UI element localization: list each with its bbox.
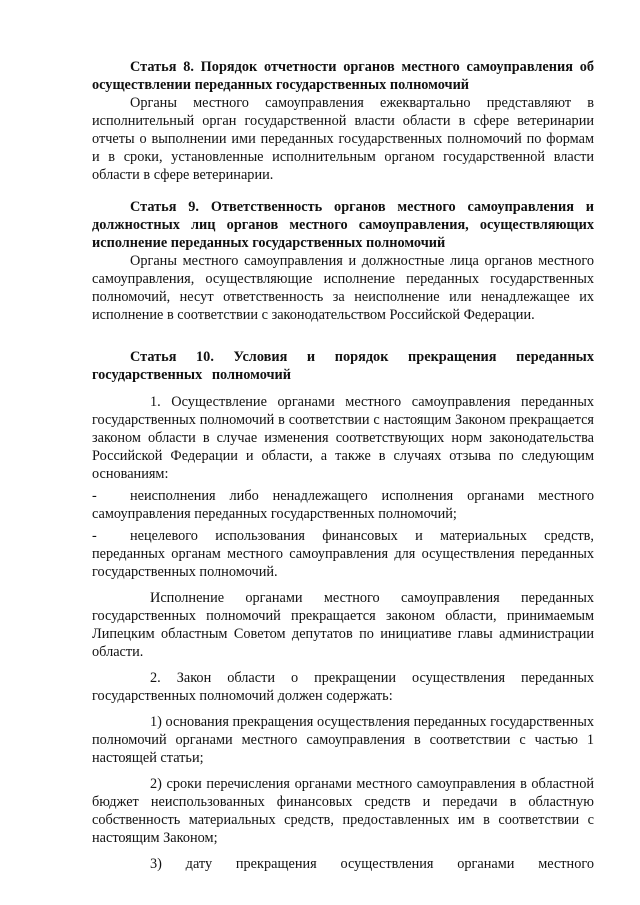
article-8-title: Статья 8. Порядок отчетности органов местного самоуправления об осуществлении переданных государственных полномочий [92, 59, 594, 93]
document-body [92, 58, 594, 873]
bullet-text: нецелевого использования финансовых и материальных средств, переданных органам местного самоуправления для осуществления переданных государственных полномочий. [92, 528, 594, 580]
article-8-text: Органы местного самоуправления ежеквартально представляют в исполнительный орган государственной власти области в сфере ветеринарии отчеты о выполнении ими переданных государственных полномочий по формам и в сроки, установленные исполнительным органом государственной власти области в сфере ветеринарии. [92, 95, 594, 183]
article-9-title-text: . Ответственность органов местного самоуправления и должностных лиц органов местного самоуправления, осуществляющих исполнение переданных государственных полномочий [92, 199, 594, 251]
article-10-item-3: 3) дату прекращения осуществления органами местного [150, 856, 594, 872]
article-10-item-2: 2) сроки перечисления органами местного самоуправления в областной бюджет неиспользованных финансовых средств и передачи в областную собственность материальных средств, предоставленных им в соответствии с настоящим Законом; [92, 776, 594, 846]
article-9-text: Органы местного самоуправления и должностные лица органов местного самоуправления, осуществляющие исполнение переданных государственных полномочий, несут ответственность за неисполнение или ненадлежащее их исполнение в соответствии с законодательством Российской Федерации. [92, 253, 594, 323]
article-9-number: Статья 9 [130, 199, 196, 215]
article-10-item-1: 1) основания прекращения осуществления переданных государственных полномочий органами местного самоуправления в соответствии с частью 1 настоящей статьи; [92, 714, 594, 766]
article-10-bullet-1 [92, 487, 594, 523]
article-10-paragraph-2: Исполнение органами местного самоуправления переданных государственных полномочий прекращается законом области, принимаемым Липецким областным Советом депутатов по инициативе главы администрации области. [92, 590, 594, 660]
article-10-paragraph-1: 1. Осуществление органами местного самоуправления переданных государственных полномочий в соответствии с настоящим Законом прекращается законом области в случае изменения соответствующих норм законодательства Российской Федерации и области, а также в случаях отзыва по следующим основаниям: [92, 394, 594, 482]
article-10-bullet-2 [92, 527, 594, 581]
article-9-title [92, 198, 594, 252]
bullet-dash: - [92, 528, 97, 544]
bullet-text: неисполнения либо ненадлежащего исполнения органами местного самоуправления переданных государственных полномочий; [92, 488, 594, 522]
article-10-title: Статья 10. Условия и порядок прекращения переданных государственных полномочий [92, 349, 594, 383]
article-10-paragraph-3: 2. Закон области о прекращении осуществления переданных государственных полномочий должен содержать: [92, 670, 594, 704]
bullet-dash: - [92, 488, 97, 504]
